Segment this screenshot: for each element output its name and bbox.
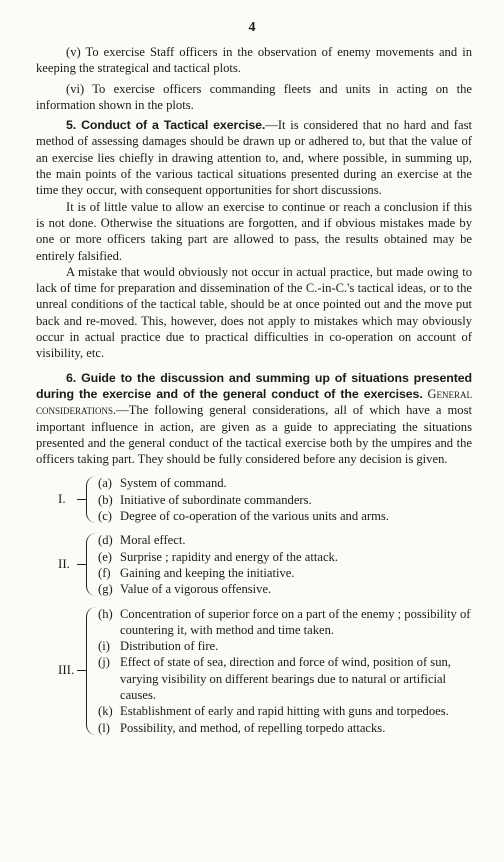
section-5-heading: 5. Conduct of a Tactical exercise. bbox=[66, 118, 266, 133]
item-label: (i) bbox=[98, 639, 110, 654]
list-item bbox=[98, 703, 472, 719]
document-body bbox=[36, 44, 472, 736]
item-text: Possibility, and method, of repelling torpedo attacks. bbox=[120, 720, 386, 735]
section-6-heading: 6. Guide to the discussion and summing up of situations presented during the exercise and of the general conduct of the exercises. bbox=[36, 370, 472, 401]
list-item bbox=[98, 720, 472, 736]
item-text: Value of a vigorous offensive. bbox=[120, 582, 272, 597]
paragraph-section-5 bbox=[36, 117, 472, 198]
item-text: Surprise ; rapidity and energy of the attack. bbox=[120, 549, 338, 564]
list-item bbox=[98, 654, 472, 703]
item-label: (b) bbox=[98, 492, 113, 507]
list-item bbox=[98, 638, 472, 654]
section-5-text: —It is considered that no hard and fast method of assessing damages should be drawn up or adhered to, but that the value of an exercise lies chiefly in drawing attention to, and, where possible, in summing up, the main points of the various tactical situations presented during an exercise at the time they occur, with consequent opportunities for short discussions. bbox=[36, 118, 472, 198]
item-text: Effect of state of sea, direction and force of wind, position of sun, varying visibility on different bearings due to natural or artificial causes. bbox=[120, 655, 451, 702]
paragraph-section-6 bbox=[36, 370, 472, 468]
item-label: (e) bbox=[98, 549, 112, 564]
item-label: (g) bbox=[98, 582, 113, 597]
list-item bbox=[98, 475, 472, 491]
item-text: Concentration of superior force on a part of the enemy ; possibility of countering it, with method and time taken. bbox=[120, 606, 471, 637]
brace-icon bbox=[86, 476, 97, 523]
group-items bbox=[98, 606, 472, 736]
general-considerations-label: General considerations. bbox=[36, 386, 472, 418]
item-label: (j) bbox=[98, 655, 110, 670]
item-label: (a) bbox=[98, 476, 112, 491]
item-label: (c) bbox=[98, 509, 112, 524]
page-number: 4 bbox=[248, 20, 256, 35]
brace-icon bbox=[86, 533, 97, 596]
paragraph-v: (v) To exercise Staff officers in the observation of enemy movements and in keeping the strategical and tactical plots. bbox=[36, 45, 472, 76]
item-text: Moral effect. bbox=[120, 533, 186, 548]
group-label: II. bbox=[58, 556, 70, 572]
item-label: (d) bbox=[98, 533, 113, 548]
list-item bbox=[98, 581, 472, 597]
paragraph-vi: (vi) To exercise officers commanding fleets and units in acting on the information shown in the plots. bbox=[36, 81, 472, 112]
item-label: (h) bbox=[98, 606, 113, 621]
group-label: III. bbox=[58, 661, 75, 677]
list-item bbox=[98, 565, 472, 581]
paragraph-little-value: It is of little value to allow an exercise to continue or reach a conclusion if this is not done. Otherwise the situations are forgotten, and if obvious mistakes made by one or more officers taking part are allowed to pass, the results obtained may be entirely falsified. bbox=[36, 199, 472, 263]
considerations-group-i bbox=[36, 475, 472, 524]
list-item bbox=[98, 606, 472, 639]
item-text: Distribution of fire. bbox=[120, 639, 219, 654]
item-text: Initiative of subordinate commanders. bbox=[120, 492, 312, 507]
list-item bbox=[98, 492, 472, 508]
item-text: Gaining and keeping the initiative. bbox=[120, 565, 295, 580]
considerations-group-ii bbox=[36, 532, 472, 597]
item-text: Establishment of early and rapid hitting with guns and torpedoes. bbox=[120, 704, 449, 719]
considerations-group-iii bbox=[36, 606, 472, 736]
paragraph-mistake: A mistake that would obviously not occur in actual practice, but made owing to lack of time for preparation and dissemination of the C.-in-C.'s tactical ideas, or to the unreal conditions of the tactical table, should be at once pointed out and the move put back and re-moved. This, however, does not apply to mistakes which may obviously occur in actual practice due to practical difficulties in co-operation on account of visibility, etc. bbox=[36, 264, 472, 361]
list-item bbox=[98, 508, 472, 524]
item-label: (l) bbox=[98, 720, 110, 735]
group-items bbox=[98, 475, 472, 524]
item-label: (k) bbox=[98, 704, 113, 719]
item-label: (f) bbox=[98, 565, 111, 580]
item-text: System of command. bbox=[120, 476, 227, 491]
brace-icon bbox=[86, 607, 97, 735]
group-label: I. bbox=[58, 491, 66, 507]
list-item bbox=[98, 549, 472, 565]
list-item bbox=[98, 532, 472, 548]
section-6-text: —The following general considerations, all of which have a most important influence in action, are given as a guide to appreciating the situations presented and the general conduct of the tactical exercise both by the umpires and the officers taking part. They should be fully considered before any decision is given. bbox=[36, 403, 472, 467]
item-text: Degree of co-operation of the various units and arms. bbox=[120, 509, 389, 524]
group-items bbox=[98, 532, 472, 597]
